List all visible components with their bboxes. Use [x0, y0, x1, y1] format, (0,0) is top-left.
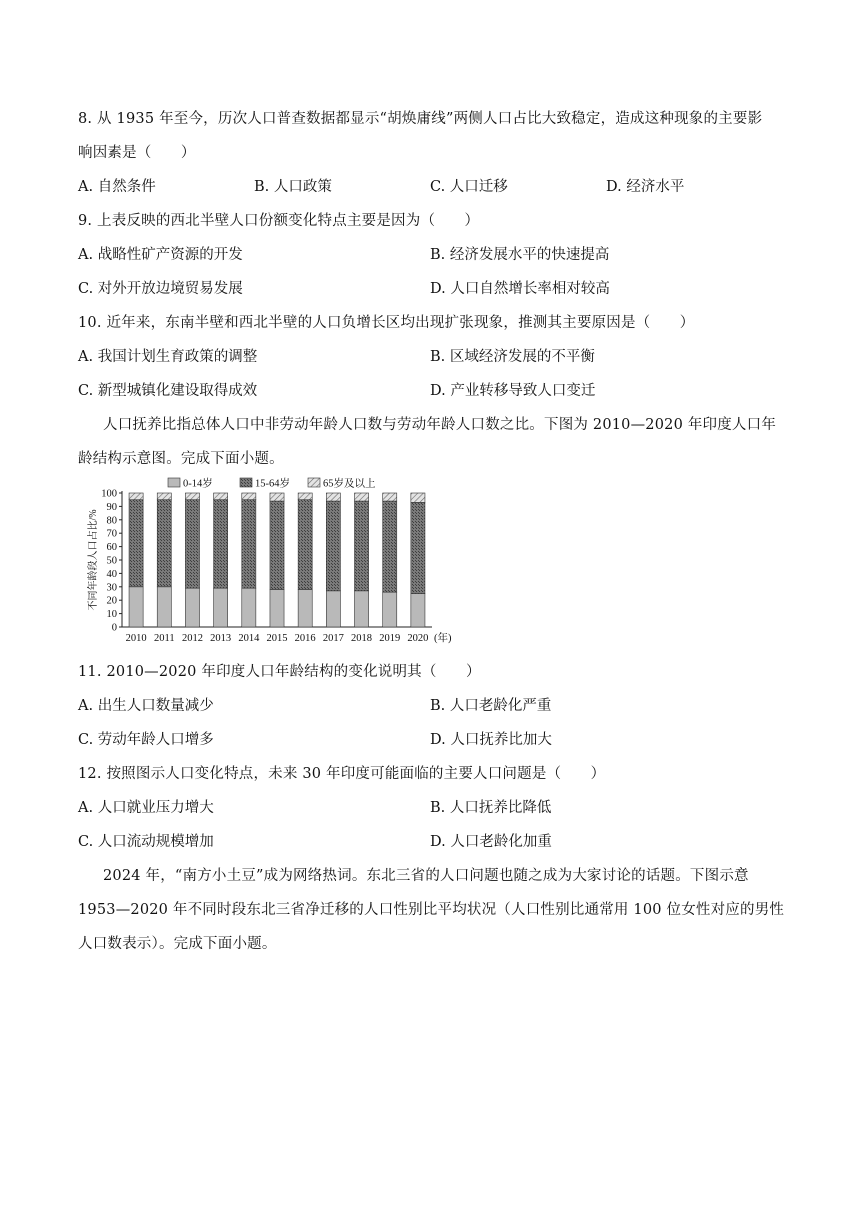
bar-2013-series-0	[214, 588, 228, 627]
chart-legend	[168, 477, 376, 490]
bar-2019-series-2	[383, 493, 397, 501]
q9-option-b[interactable]: B. 经济发展水平的快速提高	[430, 247, 610, 263]
q10-stem: 10. 近年来，东南半壁和西北半壁的人口负增长区均出现扩张现象，推测其主要原因是（ ）	[78, 315, 695, 331]
legend-label-2: 65岁及以上	[323, 478, 376, 490]
bar-2012-series-2	[185, 493, 199, 500]
q8-option-d[interactable]: D. 经济水平	[606, 179, 685, 195]
legend-label-1: 15-64岁	[255, 478, 290, 490]
bar-2014-series-2	[242, 493, 256, 500]
bar-2010-series-2	[129, 493, 143, 500]
q8-stem-line1: 8. 从 1935 年至今，历次人口普查数据都显示“胡焕庸线”两侧人口占比大致稳定，造成这种现象的主要影	[78, 111, 763, 127]
bar-2016-series-2	[298, 493, 312, 500]
q9-option-c[interactable]: C. 对外开放边境贸易发展	[78, 281, 243, 297]
bar-2017-series-1	[326, 501, 340, 591]
y-tick-label: 100	[101, 488, 117, 500]
q10-option-d[interactable]: D. 产业转移导致人口变迁	[430, 383, 596, 399]
q11-option-a[interactable]: A. 出生人口数量减少	[78, 698, 214, 714]
x-tick-label: 2017	[322, 633, 344, 644]
bar-2014-series-0	[242, 588, 256, 627]
bar-2016-series-1	[298, 500, 312, 590]
y-tick-label: 10	[106, 609, 117, 621]
q8-option-a[interactable]: A. 自然条件	[78, 179, 156, 195]
q12-stem: 12. 按照图示人口变化特点，未来 30 年印度可能面临的主要人口问题是（ ）	[78, 766, 606, 782]
y-axis-title: 不同年龄段人口占比/%	[88, 509, 99, 611]
x-tick-label: 2020	[407, 633, 429, 644]
bar-2018-series-1	[355, 501, 369, 591]
q8-option-c[interactable]: C. 人口迁移	[430, 179, 508, 195]
q9-option-a[interactable]: A. 战略性矿产资源的开发	[78, 247, 243, 263]
bar-2012-series-0	[185, 588, 199, 627]
q12-option-b[interactable]: B. 人口抚养比降低	[430, 800, 552, 816]
y-tick-label: 90	[106, 501, 117, 513]
y-tick-label: 30	[106, 582, 117, 594]
bar-2013-series-1	[214, 500, 228, 588]
bar-2020-series-0	[411, 594, 425, 628]
y-tick-label: 70	[106, 528, 117, 540]
y-tick-label: 60	[106, 542, 117, 554]
bar-2010-series-1	[129, 500, 143, 587]
intro2-line1: 2024 年，“南方小土豆”成为网络热词。东北三省的人口问题也随之成为大家讨论的话题。下图示意	[103, 868, 749, 884]
bar-2011-series-2	[157, 493, 171, 500]
bar-2010-series-0	[129, 587, 143, 627]
bar-2017-series-2	[326, 493, 340, 501]
q10-option-c[interactable]: C. 新型城镇化建设取得成效	[78, 383, 258, 399]
bar-2019-series-1	[383, 501, 397, 592]
bar-2018-series-2	[355, 493, 369, 501]
x-tick-label: 2016	[294, 633, 316, 644]
intro1-line2: 龄结构示意图。完成下面小题。	[78, 451, 284, 467]
bar-2020-series-2	[411, 493, 425, 502]
q9-stem: 9. 上表反映的西北半壁人口份额变化特点主要是因为（ ）	[78, 213, 480, 229]
legend-label-0: 0-14岁	[183, 478, 213, 490]
x-tick-label: 2015	[266, 633, 288, 644]
x-tick-label: 2012	[181, 633, 203, 644]
bar-2020-series-1	[411, 502, 425, 593]
bar-2013-series-2	[214, 493, 228, 500]
bar-2019-series-0	[383, 592, 397, 627]
q9-option-d[interactable]: D. 人口自然增长率相对较高	[430, 281, 610, 297]
q10-option-a[interactable]: A. 我国计划生育政策的调整	[78, 349, 258, 365]
bar-2014-series-1	[242, 500, 256, 588]
bar-2015-series-2	[270, 493, 284, 501]
q8-option-b[interactable]: B. 人口政策	[254, 179, 332, 195]
q11-option-b[interactable]: B. 人口老龄化严重	[430, 698, 552, 714]
bar-2016-series-0	[298, 589, 312, 627]
legend-swatch-1	[240, 478, 252, 487]
x-tick-label: 2013	[210, 633, 232, 644]
intro2-line2: 1953—2020 年不同时段东北三省净迁移的人口性别比平均状况（人口性别比通常用 100 位女性对应的男性	[78, 902, 785, 918]
q12-option-d[interactable]: D. 人口老龄化加重	[430, 834, 552, 850]
x-tick-label: 2011	[153, 633, 175, 644]
y-tick-label: 40	[106, 568, 117, 580]
x-tick-label: 2019	[379, 633, 401, 644]
q11-option-c[interactable]: C. 劳动年龄人口增多	[78, 732, 214, 748]
y-tick-label: 80	[106, 515, 117, 527]
q10-option-b[interactable]: B. 区域经济发展的不平衡	[430, 349, 595, 365]
x-tick-label: 2014	[238, 633, 260, 644]
bar-2011-series-1	[157, 500, 171, 587]
q12-option-a[interactable]: A. 人口就业压力增大	[78, 800, 214, 816]
legend-swatch-0	[168, 478, 180, 487]
q11-option-d[interactable]: D. 人口抚养比加大	[430, 732, 552, 748]
x-axis-unit: (年)	[434, 633, 452, 644]
q8-stem-line2: 响因素是（ ）	[78, 145, 196, 161]
x-tick-label: 2010	[125, 633, 147, 644]
bar-2011-series-0	[157, 587, 171, 627]
india-age-structure-chart	[80, 474, 460, 644]
bar-2015-series-1	[270, 501, 284, 589]
y-tick-label: 50	[106, 555, 117, 567]
intro1-line1: 人口抚养比指总体人口中非劳动年龄人口数与劳动年龄人口数之比。下图为 2010—2020 年印度人口年	[103, 417, 777, 433]
bar-2018-series-0	[355, 591, 369, 627]
intro2-line3: 人口数表示）。完成下面小题。	[78, 936, 277, 952]
q11-stem: 11. 2010—2020 年印度人口年龄结构的变化说明其（ ）	[78, 664, 481, 680]
q12-option-c[interactable]: C. 人口流动规模增加	[78, 834, 214, 850]
bar-2012-series-1	[185, 500, 199, 588]
y-tick-label: 0	[111, 622, 117, 634]
x-tick-label: 2018	[351, 633, 373, 644]
y-tick-label: 20	[106, 595, 117, 607]
legend-swatch-2	[308, 478, 320, 487]
bar-2017-series-0	[326, 591, 340, 627]
bar-2015-series-0	[270, 589, 284, 627]
